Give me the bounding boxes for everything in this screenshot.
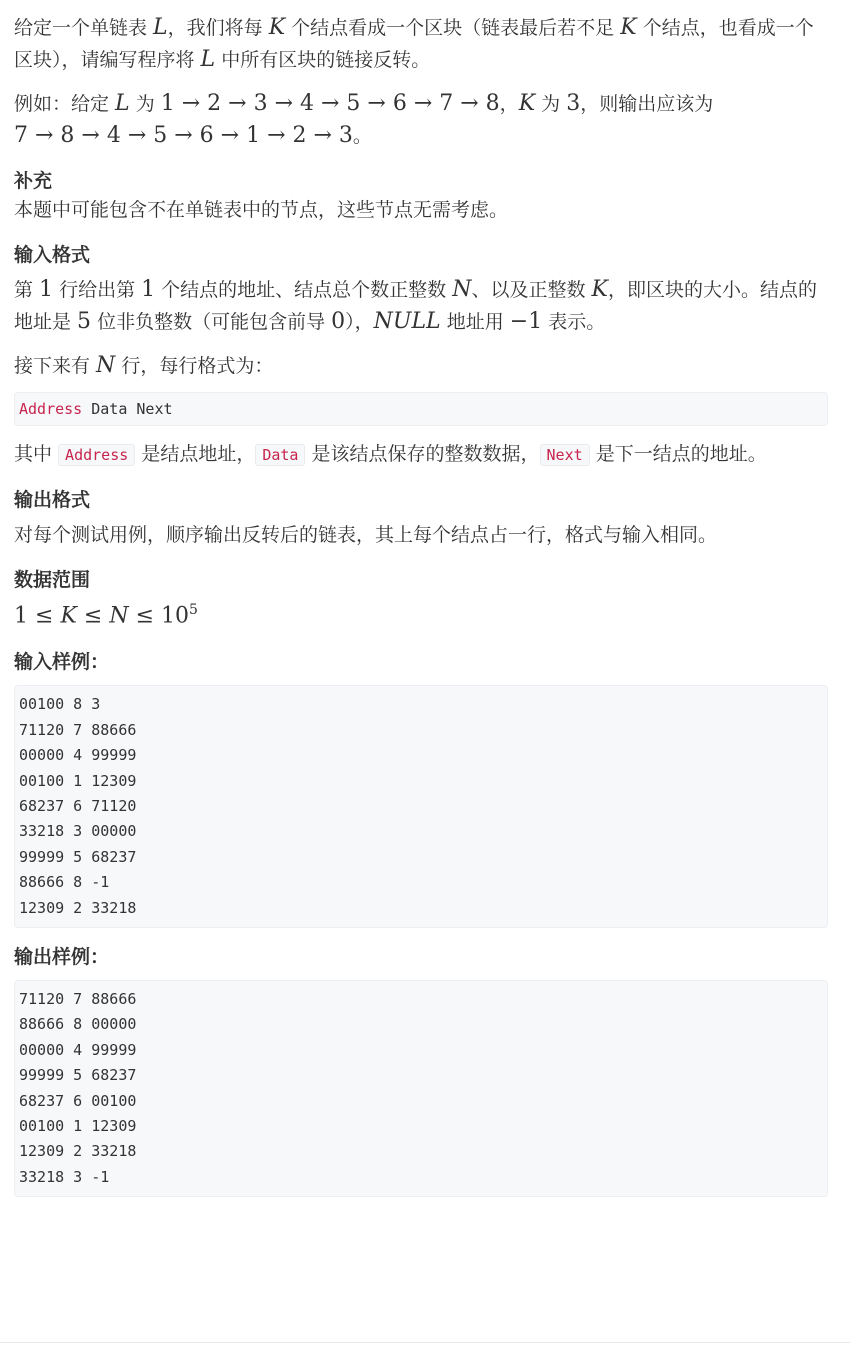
text: 个结点的地址、结点总个数正整数 (155, 279, 453, 301)
math-K: K (518, 91, 536, 116)
code-line: 12309 2 33218 (19, 898, 137, 917)
sample-output-heading: 输出样例： (14, 945, 110, 968)
math-3: 3 (566, 91, 581, 116)
code-line: 00100 1 12309 (19, 771, 137, 790)
data-range-heading: 数据范围 (14, 569, 91, 591)
math-le: ≤ (135, 603, 154, 629)
inline-code-address: Address (58, 444, 135, 466)
code-line: 33218 3 00000 (19, 822, 137, 841)
math-L: L (153, 15, 168, 40)
math-N: N (109, 603, 129, 629)
text: 位非负整数（可能包含前导 (91, 311, 332, 333)
code-text: Data Next (82, 400, 173, 418)
text: 第 (14, 279, 40, 301)
math-K: K (268, 15, 286, 40)
text: 表示。 (542, 311, 606, 333)
code-line: 68237 6 71120 (19, 796, 137, 815)
data-range-formula (14, 593, 828, 633)
code-line: 88666 8 -1 (19, 873, 110, 892)
text: ，我们将每 (167, 17, 269, 39)
code-line: 00100 1 12309 (19, 1117, 137, 1136)
math-5: 5 (77, 309, 92, 334)
code-line: 33218 3 -1 (19, 1167, 110, 1186)
text: 是结点地址， (141, 443, 256, 465)
inline-code-next: Next (540, 444, 590, 466)
math-10: 10 (161, 603, 189, 629)
code-line: 00000 4 99999 (19, 746, 137, 765)
intro-paragraph-2 (14, 88, 828, 152)
input-format-paragraph-3 (14, 438, 828, 471)
text: 给定一个单链表 (14, 17, 154, 39)
text: 是下一结点的地址。 (595, 443, 767, 465)
text: 中所有区块的链接反转。 (215, 49, 431, 71)
math-sequence-input: 1 → 2 → 3 → 4 → 5 → 6 → 7 → 8 (160, 91, 500, 116)
code-line: 71120 7 88666 (19, 989, 137, 1008)
format-code-block (14, 392, 828, 426)
text: 其中 (14, 443, 59, 465)
text: 例如：给定 (14, 93, 116, 115)
math-1: 1 (141, 277, 156, 302)
text: 为 (535, 93, 567, 115)
code-line: 88666 8 00000 (19, 1015, 137, 1034)
text: 为 (129, 93, 161, 115)
bottom-divider (0, 1342, 850, 1343)
code-line: 71120 7 88666 (19, 720, 137, 739)
text: 是该结点保存的整数数据， (311, 443, 540, 465)
math-L: L (115, 91, 130, 116)
math-1: 1 (14, 603, 28, 629)
math-N: N (96, 353, 116, 378)
intro-paragraph-1 (14, 12, 828, 76)
math-le: ≤ (35, 603, 54, 629)
input-format-paragraph-1 (14, 274, 828, 338)
text: 个结点看成一个区块（链表最后若不足 (285, 17, 621, 39)
math-neg1: −1 (509, 309, 543, 334)
code-keyword: Address (19, 400, 83, 418)
text: 地址用 (440, 311, 510, 333)
math-0: 0 (331, 309, 346, 334)
math-L: L (200, 47, 216, 72)
text: 。 (352, 125, 372, 147)
math-exponent: 5 (189, 602, 198, 618)
text: 接下来有 (14, 355, 97, 377)
text: 行给出第 (53, 279, 142, 301)
math-K: K (620, 15, 637, 40)
math-K: K (591, 277, 608, 302)
text: 、以及正整数 (471, 279, 592, 301)
input-format-heading: 输入格式 (14, 244, 91, 266)
code-line: 68237 6 00100 (19, 1091, 137, 1110)
sample-input-heading: 输入样例： (14, 651, 110, 674)
code-line: 99999 5 68237 (19, 847, 137, 866)
code-line: 99999 5 68237 (19, 1066, 137, 1085)
math-K: K (60, 603, 77, 629)
text: 个结点，也看成一个区块），请编写程序将 (14, 17, 814, 71)
inline-code-data: Data (255, 444, 305, 466)
input-format-paragraph-2 (14, 350, 828, 382)
math-1: 1 (39, 277, 54, 302)
math-N: N (452, 277, 472, 302)
problem-content (14, 12, 828, 1197)
code-line: 12309 2 33218 (19, 1142, 137, 1161)
code-line: 00100 8 3 (19, 695, 101, 714)
sample-input-code (14, 685, 828, 928)
text: ，则输出应该为 (580, 93, 714, 115)
text: ）， (345, 311, 374, 333)
supplement-text: 本题中可能包含不在单链表中的节点，这些节点无需考虑。 (14, 199, 509, 221)
text: ， (499, 93, 519, 115)
sample-output-code (14, 980, 828, 1197)
text: ，即区块的大小。结点的地址是 (14, 279, 817, 333)
text: 行，每行格式为： (115, 355, 274, 377)
math-sequence-output: 7 → 8 → 4 → 5 → 6 → 1 → 2 → 3 (14, 123, 353, 148)
output-format-text: 对每个测试用例，顺序输出反转后的链表，其上每个结点占一行，格式与输入相同。 (14, 524, 718, 546)
math-NULL: NULL (373, 309, 441, 334)
supplement-heading: 补充 (14, 170, 53, 192)
math-le: ≤ (83, 603, 103, 629)
code-line: 00000 4 99999 (19, 1040, 137, 1059)
output-format-heading: 输出格式 (14, 489, 91, 511)
